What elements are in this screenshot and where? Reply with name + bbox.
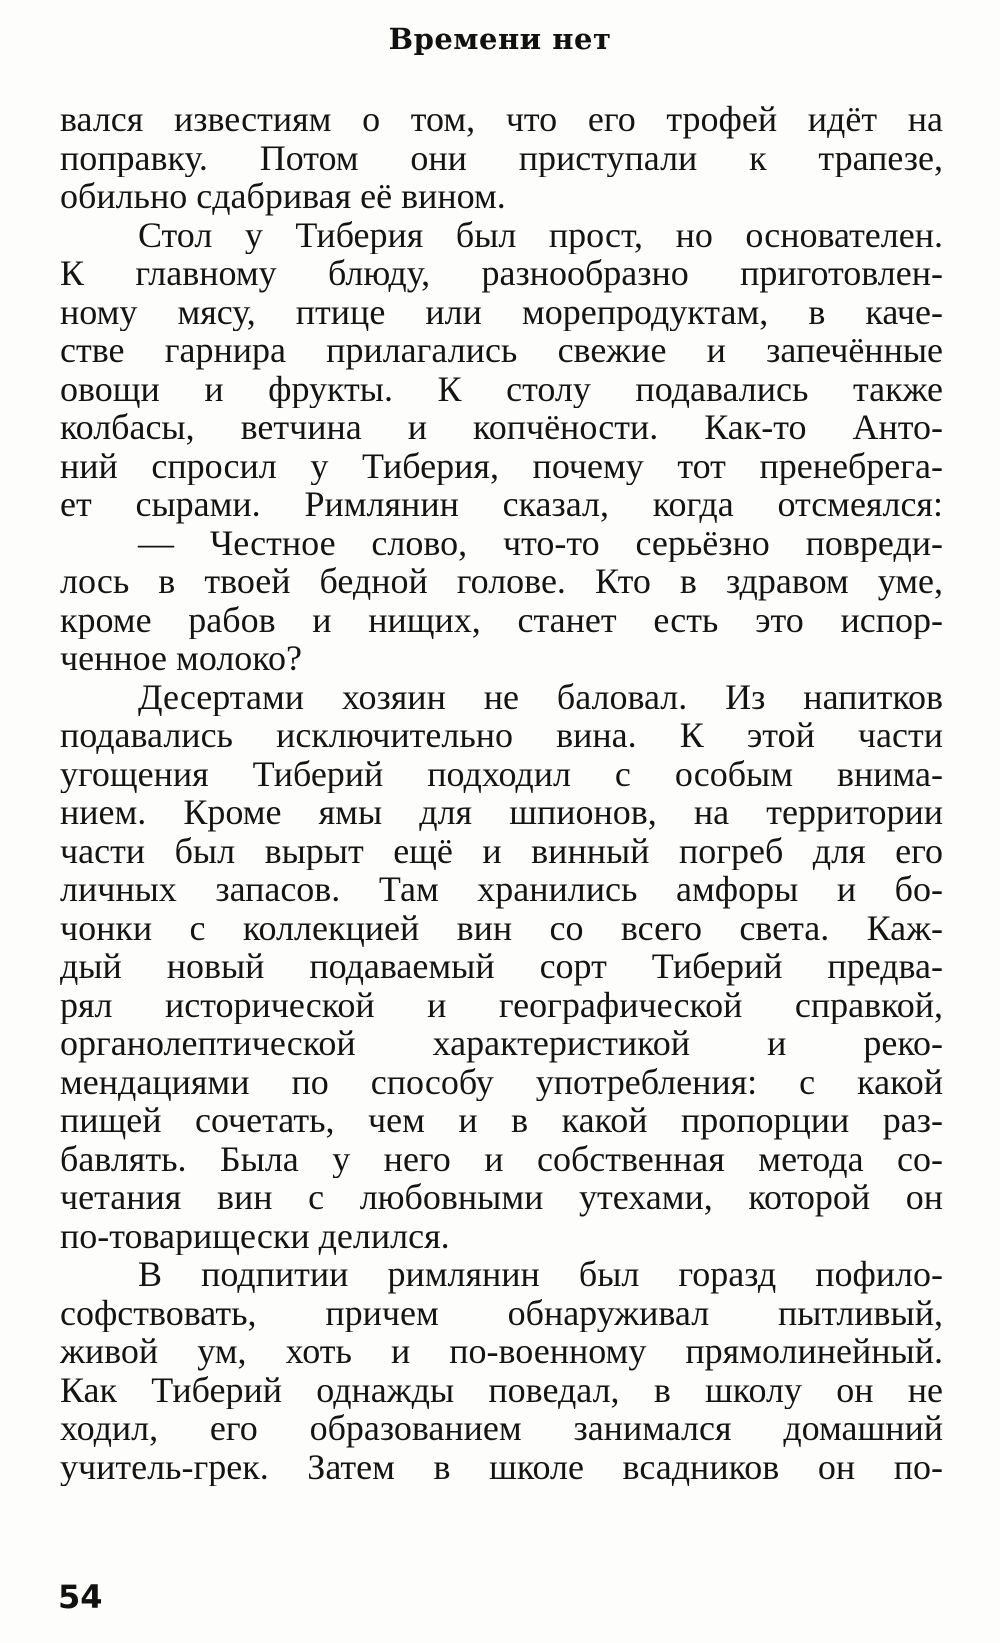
text-line: стве гарнира прилагались свежие и запечённые bbox=[60, 331, 943, 370]
text-line: четания вин с любовными утехами, которой он bbox=[60, 1178, 943, 1217]
text-line: колбасы, ветчина и копчёности. Как-то Анто- bbox=[60, 408, 943, 447]
text-line: софствовать, причем обнаруживал пытливый, bbox=[60, 1293, 943, 1332]
text-line: К главному блюду, разнообразно приготовлен- bbox=[60, 254, 943, 293]
body-text bbox=[60, 100, 943, 1486]
text-line: Стол у Тиберия был прост, но основателен. bbox=[138, 215, 943, 254]
text-line: дый новый подаваемый сорт Тиберий предва- bbox=[60, 947, 943, 986]
text-line: овощи и фрукты. К столу подавались также bbox=[60, 369, 943, 408]
text-line: ет сырами. Римлянин сказал, когда отсмеялся: bbox=[60, 485, 943, 524]
text-line: личных запасов. Там хранились амфоры и бо- bbox=[60, 870, 943, 909]
text-line: ному мясу, птице или морепродуктам, в каче- bbox=[60, 292, 943, 331]
text-line: ходил, его образованием занимался домашний bbox=[60, 1409, 943, 1448]
text-line: органолептической характеристикой и реко- bbox=[60, 1024, 943, 1063]
running-head: Времени нет bbox=[388, 22, 612, 56]
text-line: ченное молоко? bbox=[60, 639, 302, 678]
text-line: поправку. Потом они приступали к трапезе, bbox=[60, 138, 943, 177]
text-line: учитель-грек. Затем в школе всадников он по- bbox=[60, 1447, 943, 1486]
text-line: ний спросил у Тиберия, почему тот пренебрега- bbox=[60, 446, 943, 485]
text-line: Как Тиберий однажды поведал, в школу он не bbox=[60, 1370, 943, 1409]
text-line: Десертами хозяин не баловал. Из напитков bbox=[138, 677, 943, 716]
text-line: В подпитии римлянин был горазд пофило- bbox=[138, 1255, 943, 1294]
text-line: обильно сдабривая её вином. bbox=[60, 177, 506, 216]
text-line: угощения Тиберий подходил с особым внима- bbox=[60, 754, 943, 793]
text-line: живой ум, хоть и по-военному прямолинейный. bbox=[60, 1332, 943, 1371]
text-line: рял исторической и географической справкой, bbox=[60, 985, 943, 1024]
text-line: по-товарищески делился. bbox=[60, 1216, 450, 1255]
text-line: вался известиям о том, что его трофей идёт на bbox=[60, 100, 943, 139]
text-line: нием. Кроме ямы для шпионов, на территории bbox=[60, 793, 943, 832]
text-line: кроме рабов и нищих, станет есть это испор- bbox=[60, 600, 943, 639]
text-line: пищей сочетать, чем и в какой пропорции раз- bbox=[60, 1101, 943, 1140]
text-line: части был вырыт ещё и винный погреб для его bbox=[60, 831, 943, 870]
text-line: чонки с коллекцией вин со всего света. Каж- bbox=[60, 908, 943, 947]
text-line: бавлять. Была у него и собственная метода со- bbox=[60, 1139, 943, 1178]
text-line: — Честное слово, что-то серьёзно повреди- bbox=[138, 523, 943, 562]
page-number: 54 bbox=[58, 1578, 103, 1616]
text-line: мендациями по способу употребления: с какой bbox=[60, 1062, 943, 1101]
text-line: подавались исключительно вина. К этой части bbox=[60, 716, 943, 755]
text-line: лось в твоей бедной голове. Кто в здравом уме, bbox=[60, 562, 943, 601]
